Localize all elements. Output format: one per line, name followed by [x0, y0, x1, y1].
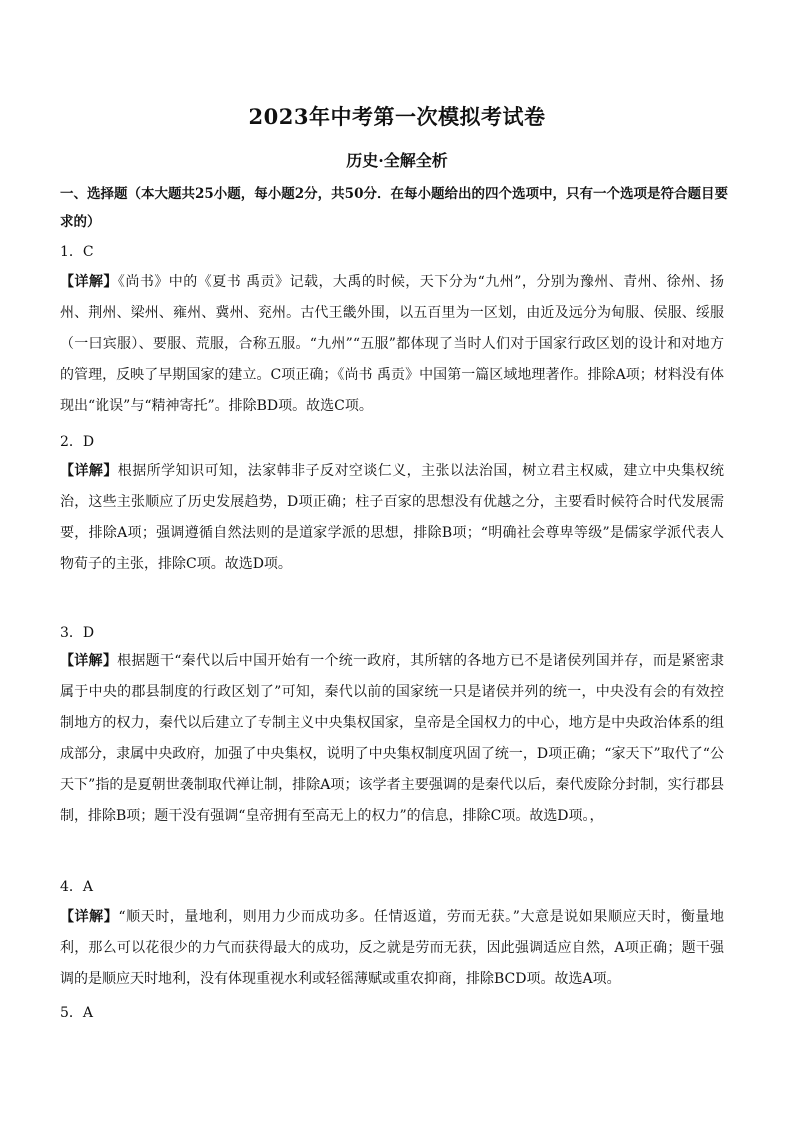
answer-number: 1．C	[60, 244, 94, 260]
answer-number: 2．D	[60, 434, 95, 450]
explanation-tag: 【详解】	[60, 463, 118, 479]
answer-number: 4．A	[60, 879, 94, 895]
answer-explanation	[60, 646, 724, 832]
explanation-text: 根据题干“秦代以后中国开始有一个统一政府，其所辖的各地方已不是诸侯列国并存，而是紧密隶属于中央的郡县制度的行政区划了”可知，秦代以前的国家统一只是诸侯并列的统一，中央没有会的有效控制地方的权力，秦代以后建立了专制主义中央集权国家，皇帝是全国权力的中心，地方是中央政治体系的组成部分，隶属中央政府，加强了中央集权，说明了中央集权制度巩固了统一，D项正确；“家天下”取代了“公天下”指的是夏朝世袭制取代禅让制，排除A项；该学者主要强调的是秦代以后，秦代废除分封制，实行郡县制，排除B项；题干没有强调“皇帝拥有至高无上的权力”的信息，排除C项。故选D项。，	[60, 653, 725, 824]
answer-explanation	[60, 902, 724, 995]
page-title: 2023年中考第一次模拟考试卷	[248, 104, 546, 129]
explanation-text: “顺天时，量地利，则用力少而成功多。任情返道，劳而无获。”大意是说如果顺应天时，衡量地利，那么可以花很少的力气而获得最大的成功，反之就是劳而无获，因此强调适应自然，A项正确；题干强调的是顺应天时地利，没有体现重视水利或轻徭薄赋或重农抑商，排除BCD项。故选A项。	[60, 909, 725, 987]
explanation-tag: 【详解】	[60, 274, 118, 290]
section-heading: 一、选择题（本大题共25小题，每小题2分，共50分．在每小题给出的四个选项中，只有一个选项是符合题目要求的）	[60, 186, 728, 230]
page-subtitle: 历史·全解全析	[346, 151, 448, 170]
explanation-text: 《尚书》中的《夏书 禹贡》记载，大禹的时候，天下分为“九州”，分别为豫州、青州、徐州、扬州、荆州、梁州、雍州、冀州、兖州。古代王畿外围，以五百里为一区划，由近及远分为甸服、侯服、绥服（一曰宾服）、要服、荒服，合称五服。“九州”“五服”都体现了当时人们对于国家行政区划的设计和对地方的管理，反映了早期国家的建立。C项正确；《尚书 禹贡》中国第一篇区域地理著作。排除A项；材料没有体现出“讹误”与“精神寄托”。排除BD项。故选C项。	[60, 274, 725, 414]
answer-explanation	[60, 456, 724, 580]
answer-number: 5．A	[60, 1005, 94, 1021]
answer-explanation	[60, 267, 724, 422]
explanation-tag: 【详解】	[60, 909, 119, 925]
explanation-tag: 【详解】	[60, 653, 118, 669]
answer-number: 3．D	[60, 625, 95, 641]
explanation-text: 根据所学知识可知，法家韩非子反对空谈仁义，主张以法治国，树立君主权威，建立中央集权统治，这些主张顺应了历史发展趋势，D项正确；柱子百家的思想没有优越之分，主要看时候符合时代发展需要，排除A项；强调遵循自然法则的是道家学派的思想，排除B项；“明确社会尊卑等级”是儒家学派代表人物荀子的主张，排除C项。故选D项。	[60, 463, 725, 572]
